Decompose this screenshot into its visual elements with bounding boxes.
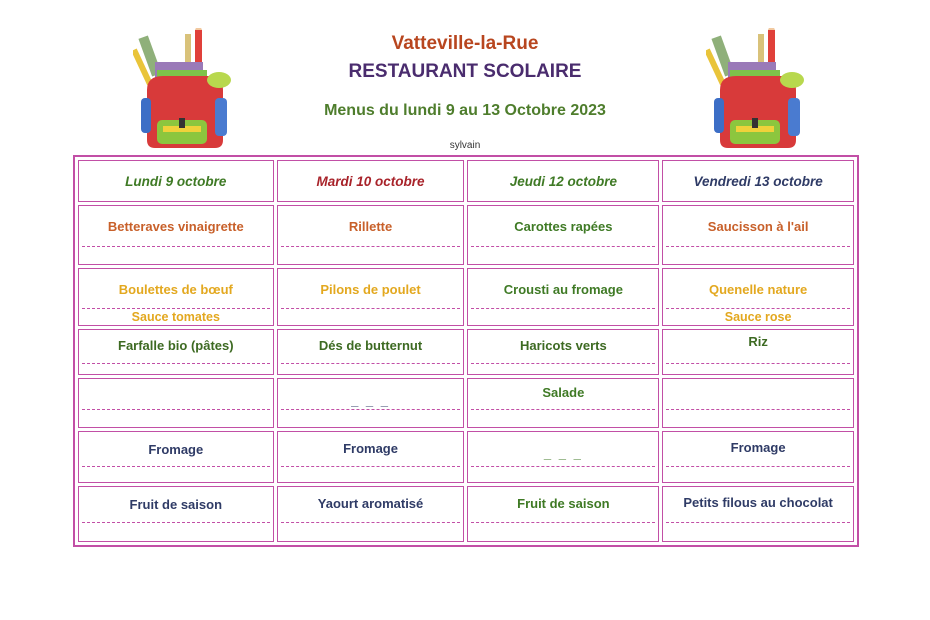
author-label: sylvain [449, 140, 481, 151]
menu-cell [467, 431, 659, 483]
dessert-row [78, 486, 854, 542]
day-header-row [78, 160, 854, 202]
cheese-tuesday: Fromage [343, 441, 398, 456]
menu-cell [467, 329, 659, 375]
restaurant-title: RESTAURANT SCOLAIRE [348, 61, 582, 82]
menus-title: Menus du lundi 9 au 13 Octobre 2023 [324, 102, 606, 119]
main-thursday: Crousti au fromage [503, 282, 623, 297]
menu-cell [662, 205, 854, 265]
main-tuesday: Pilons de poulet [320, 282, 421, 297]
menu-cell [277, 205, 465, 265]
extra-tuesday: _ _ _ [351, 393, 390, 408]
menu-cell [467, 268, 659, 326]
menu-cell [277, 431, 465, 483]
menu-cell [662, 329, 854, 375]
cheese-thursday: _ _ _ [543, 446, 583, 461]
town-name: Vatteville-la-Rue [391, 33, 539, 54]
side-tuesday: Dés de butternut [318, 338, 423, 353]
cheese-monday: Fromage [148, 442, 204, 457]
sauce-monday: Sauce tomates [131, 310, 220, 324]
starter-tuesday: Rillette [348, 219, 393, 234]
menu-cell [277, 486, 465, 542]
dessert-monday: Fruit de saison [129, 497, 223, 512]
side-monday: Farfalle bio (pâtes) [118, 338, 234, 353]
menu-cell [662, 431, 854, 483]
day-header-monday: Lundi 9 octobre [78, 160, 274, 202]
day-header-friday: Vendredi 13 octobre [662, 160, 854, 202]
menu-cell [78, 268, 274, 326]
cheese-friday: Fromage [730, 440, 786, 455]
starter-friday: Saucisson à l'ail [707, 219, 809, 234]
schoolbag-illustration-right [706, 28, 806, 153]
weekly-menu-table [73, 155, 859, 547]
menu-cell [78, 431, 274, 483]
starter-row [78, 205, 854, 265]
menu-cell [467, 486, 659, 542]
cheese-row [78, 431, 854, 483]
main-friday: Quenelle nature [708, 282, 808, 297]
menu-cell [467, 378, 659, 428]
extra-row [78, 378, 854, 428]
schoolbag-illustration-left [133, 28, 233, 153]
day-header-thursday: Jeudi 12 octobre [467, 160, 659, 202]
menu-cell [662, 268, 854, 326]
side-friday: Riz [748, 334, 768, 349]
starter-thursday: Carottes rapées [514, 219, 613, 234]
menu-cell [467, 205, 659, 265]
main-row [78, 268, 854, 326]
menu-cell [78, 329, 274, 375]
extra-thursday: Salade [542, 385, 585, 400]
side-thursday: Haricots verts [520, 338, 607, 353]
dessert-tuesday: Yaourt aromatisé [317, 496, 424, 511]
menu-cell [78, 205, 274, 265]
main-monday: Boulettes de bœuf [118, 282, 233, 297]
dessert-friday: Petits filous au chocolat [683, 495, 833, 510]
day-header-tuesday: Mardi 10 octobre [277, 160, 465, 202]
menu-cell [662, 378, 854, 428]
menu-cell [277, 378, 465, 428]
menu-cell [78, 378, 274, 428]
menu-cell [277, 329, 465, 375]
sauce-friday: Sauce rose [724, 310, 792, 324]
dessert-thursday: Fruit de saison [517, 496, 610, 511]
menu-cell [78, 486, 274, 542]
starter-monday: Betteraves vinaigrette [107, 219, 244, 234]
side-row [78, 329, 854, 375]
menu-cell [662, 486, 854, 542]
menu-cell [277, 268, 465, 326]
